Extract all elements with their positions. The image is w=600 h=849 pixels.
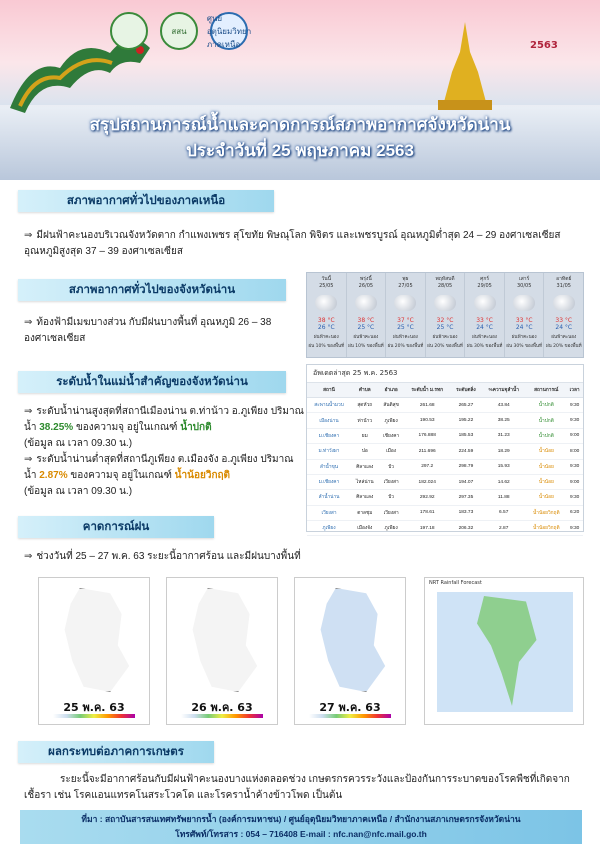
forecast-day (347, 273, 387, 357)
table-cell: เวียงสา (379, 505, 404, 520)
table-cell: น้ำปกติ (526, 428, 566, 443)
forecast-day (505, 273, 545, 357)
table-cell: 206.32 (451, 521, 481, 536)
agri-text: ระยะนี้จะมีอากาศร้อนกับมีฝนฟ้าคะนองบางแห่งตลอดช่วง เกษตรกรควรระวังและป้องกันการระบาดของโรคพืชที่เกิดจากเชื้อรา เช่น โรคแอนแทรคโนสระโวคโด และโรคราน้ำค้างข้าวโพด เป็นต้น (24, 774, 570, 801)
temp-min: 25 °C (357, 324, 375, 331)
table-cell: 183.73 (451, 505, 481, 520)
table-cell: 2.87 (481, 521, 526, 536)
legend-bar (181, 714, 263, 718)
river-item-2-note: (ข้อมูล ณ เวลา 09.30 น.) (24, 486, 133, 497)
rain-chance: ฝน 10% ของพื้นที่ (308, 344, 345, 349)
weather-desc: ฝนฟ้าคะนอง (472, 335, 498, 340)
table-cell: ยม (351, 428, 379, 443)
rain-maps (38, 577, 584, 727)
table-cell: 18.29 (481, 444, 526, 459)
river-item-1-note: (ข้อมูล ณ เวลา 09.30 น.) (24, 438, 133, 449)
table-cell: น้ำน้อย (526, 444, 566, 459)
table-cell: 9:30 (566, 398, 583, 413)
temp-min: 24 °C (515, 324, 533, 331)
table-cell: 9:30 (566, 459, 583, 474)
temp-min: 24 °C (476, 324, 493, 331)
forecast-day (386, 273, 426, 357)
rain-chance: ฝน 20% ของพื้นที่ (387, 344, 424, 349)
rain-cloud-icon (474, 295, 496, 311)
day-name: ศุกร์ (480, 276, 490, 282)
rain-chance: ฝน 30% ของพื้นที่ (466, 344, 503, 349)
table-cell: ไหล่น่าน (351, 474, 379, 489)
footer (20, 810, 582, 844)
table-header: เวลา (566, 383, 583, 398)
table-cell: 182.024 (404, 474, 451, 489)
table-cell: 265.27 (451, 398, 481, 413)
table-cell: 9:30 (566, 490, 583, 505)
table-cell: สันติสุข (379, 398, 404, 413)
table-cell: ศิลาแลง (351, 490, 379, 505)
forecast-day (307, 273, 347, 357)
table-row (307, 521, 583, 536)
rain-map-25 (38, 577, 150, 725)
table-cell: ปอ (351, 444, 379, 459)
table-cell: 297.35 (451, 490, 481, 505)
weather-desc: ฝนฟ้าคะนอง (432, 335, 458, 340)
table-header: %ความจุลำน้ำ (481, 383, 526, 398)
river-item-1-status: น้ำปกติ (180, 422, 212, 433)
table-cell: 6:20 (566, 505, 583, 520)
day-name: วันนี้ (321, 276, 332, 282)
title-block (20, 112, 580, 172)
rain-chance: ฝน 10% ของพื้นที่ (348, 344, 384, 349)
table-cell[interactable]: ม.เชียงคา (307, 428, 351, 443)
day-date: 27/05 (398, 283, 413, 289)
table-cell: เมือง (379, 444, 404, 459)
nan-weather-text (24, 315, 294, 347)
day-date: 25/05 (319, 283, 334, 289)
table-cell: ตาลชุม (351, 505, 379, 520)
table-cell: 11.88 (481, 490, 526, 505)
table-cell: ภูเพียง (379, 521, 404, 536)
rain-cloud-icon (355, 295, 377, 311)
table-cell: 261.68 (404, 398, 451, 413)
temp-min: 26 °C (317, 324, 335, 331)
map-label: 27 พ.ค. 63 (319, 701, 381, 714)
weekly-forecast (306, 272, 584, 358)
table-cell: 9:30 (566, 521, 583, 536)
day-name: อาทิตย์ (556, 276, 572, 282)
legend-bar (309, 714, 391, 718)
weather-desc: ฝนฟ้าคะนอง (353, 335, 379, 340)
table-cell[interactable]: ม.เชียงคา (307, 474, 351, 489)
river-item-1 (24, 404, 304, 452)
table-cell: 9:00 (566, 428, 583, 443)
table-cell: 38.25 (481, 413, 526, 428)
year-badge: 2563 (530, 40, 558, 51)
table-row (307, 505, 583, 520)
forecast-day (544, 273, 583, 357)
rain-map-26 (166, 577, 278, 725)
table-header: ระดับตลิ่ง (451, 383, 481, 398)
table-cell: น้ำน้อยวิกฤติ (526, 521, 566, 536)
day-date: 31/05 (556, 283, 571, 289)
temp-min: 25 °C (436, 324, 454, 331)
river-item-2-text-b: ของความจุ อยู่ในเกณฑ์ (70, 470, 172, 481)
rain-map-27 (294, 577, 406, 725)
north-weather-text (24, 228, 584, 260)
day-name: พรุ่งนี้ (359, 276, 372, 282)
page-date: ประจำวันที่ 25 พฤษภาคม 2563 (186, 141, 414, 160)
temp-min: 25 °C (397, 324, 414, 331)
weather-desc: ฝนฟ้าคะนอง (393, 335, 418, 340)
logo-group (110, 12, 252, 50)
legend-bar (53, 714, 135, 718)
arrow-icon: ⇒ (24, 230, 33, 241)
rain-cloud-icon (553, 295, 575, 311)
table-cell: 14.62 (481, 474, 526, 489)
arrow-icon: ⇒ (24, 406, 33, 417)
table-row (307, 413, 583, 428)
section-river-level: ระดับน้ำในแม่น้ำสำคัญของจังหวัดน่าน (18, 371, 286, 393)
table-cell[interactable]: ลำน้ำขุน (307, 459, 351, 474)
table-cell[interactable]: ม.ท่าวังผา (307, 444, 351, 459)
nan-weather-body: ท้องฟ้ามีเมฆบางส่วน กับมีฝนบางพื้นที่ อุณหภูมิ 26 – 38 องศาเซลเซียส (24, 317, 272, 344)
nan-province-shape (185, 588, 261, 692)
rain-forecast-body: ช่วงวันที่ 25 – 27 พ.ค. 63 ระยะนี้อากาศร้อน และมีฝนบางพื้นที่ (36, 551, 301, 562)
map-label: 25 พ.ค. 63 (63, 701, 125, 714)
ministry-logo-icon (110, 12, 148, 50)
rain-chance: ฝน 20% ของพื้นที่ (545, 344, 582, 349)
table-cell[interactable]: ลำน้ำน่าน (307, 490, 351, 505)
table-cell: เมืองจัง (351, 521, 379, 536)
table-cell: 31.23 (481, 428, 526, 443)
table-cell: น้ำน้อย (526, 490, 566, 505)
table-cell: 224.59 (451, 444, 481, 459)
water-level-table (306, 364, 584, 532)
section-agri-impact: ผลกระทบต่อภาคการเกษตร (18, 741, 214, 763)
day-date: 30/05 (516, 283, 532, 289)
table-caption: อัพเดตล่าสุด 25 พ.ค. 2563 (307, 365, 583, 383)
pagoda-icon (430, 22, 500, 112)
footer-source: ที่มา : สถาบันสารสนเทศทรัพยากรน้ำ (องค์การมหาชน) / ศูนย์อุตุนิยมวิทยาภาคเหนือ / สำนักงานสภาเกษตรกรจังหวัดน่าน (81, 814, 521, 824)
table-row (307, 444, 583, 459)
table-cell: น้ำน้อยวิกฤติ (526, 505, 566, 520)
table-cell: ปัว (379, 490, 404, 505)
page-title: สรุปสถานการณ์น้ำและคาดการณ์สภาพอากาศจังหวัดน่าน (89, 115, 511, 134)
day-name: เสาร์ (519, 276, 530, 282)
table-cell: 178.61 (404, 505, 451, 520)
table-cell: 43.84 (481, 398, 526, 413)
north-weather-body: มีฝนฟ้าคะนองบริเวณจังหวัดตาก กำแพงเพชร สุโขทัย พิษณุโลก พิจิตร และเพชรบูรณ์ อุณหภูมิต่ำสุด 24 – 29 องศาเซลเซียส อุณหภูมิสูงสุด 37 – 39 องศาเซลเซียส (24, 230, 561, 257)
weather-desc: ฝนฟ้าคะนอง (551, 335, 577, 340)
table-cell[interactable]: เวียงสา (307, 505, 351, 520)
thailand-rain-map (424, 577, 584, 725)
forecast-day (426, 273, 466, 357)
table-row (307, 459, 583, 474)
day-name: พุธ (402, 276, 409, 282)
temp-max: 33 °C (476, 317, 493, 324)
rain-cloud-icon (434, 295, 456, 311)
forecast-day (465, 273, 505, 357)
table-cell: 292.92 (404, 490, 451, 505)
table-cell: สุดหัวถ (351, 398, 379, 413)
table-cell: น้ำปกติ (526, 398, 566, 413)
temp-min: 24 °C (555, 324, 573, 331)
table-header: อำเภอ (379, 383, 404, 398)
table-row (307, 474, 583, 489)
table-cell: 15.93 (481, 459, 526, 474)
section-nan-weather: สภาพอากาศทั่วไปของจังหวัดน่าน (18, 279, 286, 301)
table-cell: น้ำน้อย (526, 474, 566, 489)
tmd-logo-icon: ศูนย์อุตุนิยมวิทยา ภาคเหนือ (206, 13, 252, 49)
header-banner (0, 0, 600, 180)
table-header: ระดับน้ำ ม.รทก (404, 383, 451, 398)
arrow-icon: ⇒ (24, 551, 33, 562)
day-date: 28/05 (437, 283, 453, 289)
river-item-2 (24, 452, 304, 500)
table-cell: 176.888 (404, 428, 451, 443)
table-cell: 197.18 (404, 521, 451, 536)
temp-max: 38 °C (317, 317, 335, 324)
table-cell: ภูเพียง (379, 413, 404, 428)
table-cell: ท่าน้าว (351, 413, 379, 428)
table-cell[interactable]: เมืองน่าน (307, 413, 351, 428)
table-cell[interactable]: สะพานน้ำมวบ (307, 398, 351, 413)
temp-max: 32 °C (436, 317, 454, 324)
arrow-icon: ⇒ (24, 454, 33, 465)
rain-cloud-icon (513, 295, 535, 311)
weather-desc: ฝนฟ้าคะนอง (313, 335, 339, 340)
river-item-2-percent: 2.87% (39, 470, 68, 481)
table-cell: 190.53 (404, 413, 451, 428)
table-cell: 194.07 (451, 474, 481, 489)
table-cell: เชียงคา (379, 428, 404, 443)
section-rain-forecast: คาดการณ์ฝน (18, 516, 214, 538)
table-row (307, 398, 583, 413)
table-cell: 9:00 (566, 474, 583, 489)
river-item-1-text-b: ของความจุ อยู่ในเกณฑ์ (75, 422, 178, 433)
table-header: สถานการณ์ (526, 383, 566, 398)
rain-chance: ฝน 20% ของพื้นที่ (427, 344, 463, 349)
table-cell: 297.2 (404, 459, 451, 474)
table-cell: ปัว (379, 459, 404, 474)
day-date: 29/05 (477, 283, 492, 289)
temp-max: 38 °C (357, 317, 375, 324)
weather-desc: ฝนฟ้าคะนอง (511, 335, 537, 340)
table-row (307, 428, 583, 443)
table-cell: 195.22 (451, 413, 481, 428)
footer-contact: โทรศัพท์/โทรสาร : 054 – 716408 E-mail : nfc.nan@nfc.mail.go.th (175, 829, 427, 839)
river-item-1-text: ระดับน้ำน่านสูงสุดที่สถานีเมืองน่าน ต.ท่าน้าว อ.ภูเพียง ปริมาณน้ำ (24, 406, 304, 433)
river-item-2-status: น้ำน้อยวิกฤติ (174, 470, 231, 481)
table-cell[interactable]: ภูเพียง (307, 521, 351, 536)
rain-cloud-icon (394, 295, 416, 311)
map4-title: NRT Rainfall Forecast (429, 580, 482, 586)
day-date: 26/05 (358, 283, 374, 289)
table-cell: 211.696 (404, 444, 451, 459)
section-north-weather: สภาพอากาศทั่วไปของภาคเหนือ (18, 190, 274, 212)
hii-logo-icon: สสน (160, 12, 198, 50)
nan-province-shape (57, 588, 133, 692)
rain-chance: ฝน 30% ของพื้นที่ (506, 344, 542, 349)
table-header: สถานี (307, 383, 351, 398)
temp-max: 37 °C (397, 317, 414, 324)
nan-province-shape (313, 588, 389, 692)
table-cell: 6.57 (481, 505, 526, 520)
table-cell: 8:00 (566, 444, 583, 459)
table-cell: 9:30 (566, 413, 583, 428)
temp-max: 33 °C (515, 317, 533, 324)
table-cell: ศิลาแลง (351, 459, 379, 474)
table-cell: 298.79 (451, 459, 481, 474)
table-header: ตำบล (351, 383, 379, 398)
arrow-icon: ⇒ (24, 317, 33, 328)
day-name: พฤหัสบดี (435, 276, 455, 282)
table-cell: เวียงสา (379, 474, 404, 489)
table-cell: น้ำน้อย (526, 459, 566, 474)
river-item-1-percent: 38.25% (39, 422, 74, 433)
table-row (307, 490, 583, 505)
rain-forecast-text (24, 549, 584, 565)
table-cell: 185.53 (451, 428, 481, 443)
temp-max: 33 °C (555, 317, 573, 324)
river-item-2-text: ระดับน้ำน่านต่ำสุดที่สถานีภูเพียง ต.เมืองจัง อ.ภูเพียง ปริมาณน้ำ (24, 454, 294, 481)
water-table (307, 383, 583, 536)
map-label: 26 พ.ค. 63 (191, 701, 253, 714)
table-cell: น้ำปกติ (526, 413, 566, 428)
rain-cloud-icon (315, 295, 337, 311)
